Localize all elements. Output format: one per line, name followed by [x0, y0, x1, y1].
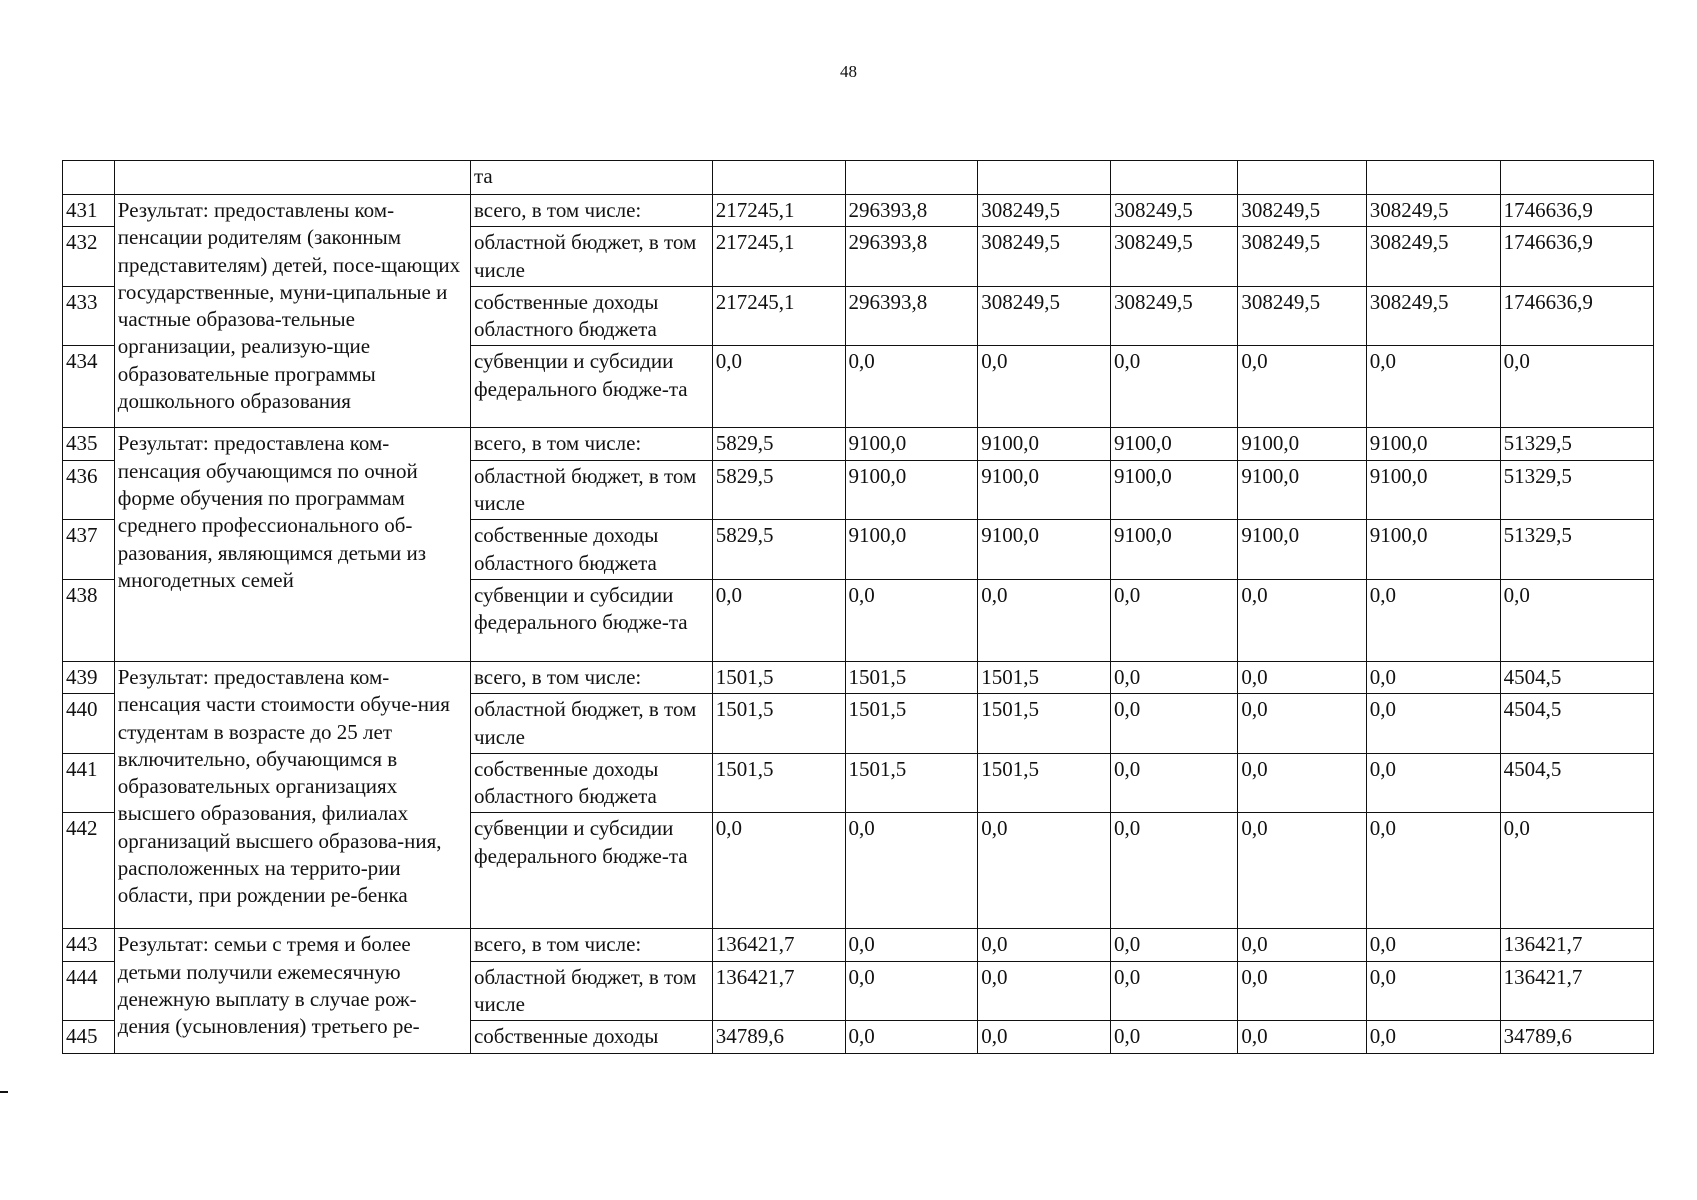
year-value-cell: 1501,5 [712, 694, 845, 754]
total-value-cell: 34789,6 [1500, 1021, 1653, 1053]
table-cell [1238, 161, 1366, 195]
year-value-cell: 308249,5 [1238, 195, 1366, 227]
funding-source-cell: собственные доходы областного бюджета [470, 520, 712, 580]
year-value-cell: 0,0 [978, 1021, 1111, 1053]
year-value-cell: 308249,5 [1111, 195, 1238, 227]
year-value-cell: 0,0 [1238, 961, 1366, 1021]
funding-source-cell: собственные доходы областного бюджета [470, 286, 712, 346]
row-number-cell: 445 [63, 1021, 115, 1053]
table-cell [845, 161, 978, 195]
year-value-cell: 9100,0 [1111, 520, 1238, 580]
row-number-cell: 444 [63, 961, 115, 1021]
year-value-cell: 308249,5 [1366, 286, 1500, 346]
year-value-cell: 0,0 [978, 579, 1111, 661]
table-cell [1500, 161, 1653, 195]
year-value-cell: 0,0 [978, 929, 1111, 961]
total-value-cell: 4504,5 [1500, 753, 1653, 813]
year-value-cell: 0,0 [978, 346, 1111, 428]
row-number-cell: 439 [63, 661, 115, 693]
table-row [63, 661, 1654, 693]
year-value-cell: 0,0 [1111, 813, 1238, 929]
year-value-cell: 0,0 [845, 346, 978, 428]
row-number-cell: 442 [63, 813, 115, 929]
table-cell [712, 161, 845, 195]
row-number-cell: 436 [63, 460, 115, 520]
continued-row [63, 161, 1654, 195]
total-value-cell: 1746636,9 [1500, 195, 1653, 227]
year-value-cell: 0,0 [1366, 929, 1500, 961]
row-number-cell: 434 [63, 346, 115, 428]
year-value-cell: 0,0 [845, 813, 978, 929]
year-value-cell: 0,0 [1366, 661, 1500, 693]
row-number-cell: 440 [63, 694, 115, 754]
row-number-cell: 432 [63, 227, 115, 287]
year-value-cell: 308249,5 [1238, 286, 1366, 346]
year-value-cell: 1501,5 [978, 694, 1111, 754]
year-value-cell: 1501,5 [978, 661, 1111, 693]
year-value-cell: 0,0 [1366, 346, 1500, 428]
year-value-cell: 9100,0 [1238, 520, 1366, 580]
total-value-cell: 0,0 [1500, 813, 1653, 929]
year-value-cell: 308249,5 [1111, 286, 1238, 346]
year-value-cell: 0,0 [845, 929, 978, 961]
year-value-cell: 9100,0 [978, 520, 1111, 580]
year-value-cell: 0,0 [1111, 346, 1238, 428]
page-number: 48 [840, 62, 857, 81]
year-value-cell: 9100,0 [1366, 428, 1500, 460]
margin-mark [0, 1091, 8, 1093]
year-value-cell: 9100,0 [1238, 428, 1366, 460]
total-value-cell: 4504,5 [1500, 694, 1653, 754]
total-value-cell: 51329,5 [1500, 520, 1653, 580]
year-value-cell: 308249,5 [1366, 195, 1500, 227]
year-value-cell: 0,0 [1238, 346, 1366, 428]
year-value-cell: 1501,5 [845, 694, 978, 754]
year-value-cell: 9100,0 [845, 520, 978, 580]
total-value-cell: 0,0 [1500, 579, 1653, 661]
funding-source-cell: всего, в том числе: [470, 428, 712, 460]
funding-source-cell: собственные доходы [470, 1021, 712, 1053]
year-value-cell: 308249,5 [1366, 227, 1500, 287]
year-value-cell: 136421,7 [712, 929, 845, 961]
year-value-cell: 308249,5 [1238, 227, 1366, 287]
year-value-cell: 0,0 [1366, 753, 1500, 813]
total-value-cell: 0,0 [1500, 346, 1653, 428]
year-value-cell: 1501,5 [712, 753, 845, 813]
year-value-cell: 0,0 [1238, 579, 1366, 661]
year-value-cell: 0,0 [1238, 661, 1366, 693]
table-row [63, 195, 1654, 227]
row-number-cell: 437 [63, 520, 115, 580]
row-number-cell: 441 [63, 753, 115, 813]
year-value-cell: 296393,8 [845, 286, 978, 346]
year-value-cell: 0,0 [845, 961, 978, 1021]
year-value-cell: 296393,8 [845, 227, 978, 287]
total-value-cell: 136421,7 [1500, 929, 1653, 961]
total-value-cell: 1746636,9 [1500, 286, 1653, 346]
row-number-cell: 431 [63, 195, 115, 227]
year-value-cell: 308249,5 [978, 286, 1111, 346]
year-value-cell: 0,0 [978, 813, 1111, 929]
funding-source-cell: собственные доходы областного бюджета [470, 753, 712, 813]
total-value-cell: 136421,7 [1500, 961, 1653, 1021]
year-value-cell: 0,0 [1111, 661, 1238, 693]
year-value-cell: 308249,5 [978, 227, 1111, 287]
year-value-cell: 0,0 [712, 579, 845, 661]
year-value-cell: 0,0 [1238, 1021, 1366, 1053]
year-value-cell: 9100,0 [978, 428, 1111, 460]
year-value-cell: 308249,5 [1111, 227, 1238, 287]
row-number-cell: 438 [63, 579, 115, 661]
year-value-cell: 0,0 [1111, 961, 1238, 1021]
year-value-cell: 217245,1 [712, 227, 845, 287]
table-cell [114, 161, 470, 195]
year-value-cell: 0,0 [1111, 929, 1238, 961]
total-value-cell: 51329,5 [1500, 460, 1653, 520]
year-value-cell: 0,0 [1366, 694, 1500, 754]
table-cell [978, 161, 1111, 195]
year-value-cell: 0,0 [978, 961, 1111, 1021]
total-value-cell: 4504,5 [1500, 661, 1653, 693]
year-value-cell: 217245,1 [712, 286, 845, 346]
year-value-cell: 0,0 [1238, 929, 1366, 961]
year-value-cell: 0,0 [1111, 753, 1238, 813]
funding-source-cell: областной бюджет, в том числе [470, 460, 712, 520]
funding-source-cell: областной бюджет, в том числе [470, 961, 712, 1021]
year-value-cell: 9100,0 [845, 428, 978, 460]
table-cell [1366, 161, 1500, 195]
year-value-cell: 0,0 [1366, 579, 1500, 661]
funding-source-cell: субвенции и субсидии федерального бюдже-та [470, 813, 712, 929]
year-value-cell: 0,0 [1366, 1021, 1500, 1053]
result-description-cell: Результат: предоставлены ком-пенсации родителям (законным представителям) детей, посе-щающих государственные, муни-ципальные и частные образова-тельные организации, реализую-щие образовательные программы дошкольного образования [114, 195, 470, 428]
year-value-cell: 9100,0 [1366, 460, 1500, 520]
year-value-cell: 0,0 [1366, 961, 1500, 1021]
total-value-cell: 1746636,9 [1500, 227, 1653, 287]
funding-source-cell: областной бюджет, в том числе [470, 227, 712, 287]
result-description-cell: Результат: семьи с тремя и более детьми получили ежемесячную денежную выплату в случае рож-дения (усыновления) третьего ре- [114, 929, 470, 1053]
year-value-cell: 5829,5 [712, 460, 845, 520]
year-value-cell: 9100,0 [1111, 428, 1238, 460]
budget-table [62, 160, 1654, 1054]
year-value-cell: 296393,8 [845, 195, 978, 227]
year-value-cell: 9100,0 [978, 460, 1111, 520]
table-row [63, 428, 1654, 460]
year-value-cell: 0,0 [1238, 694, 1366, 754]
funding-source-cell: субвенции и субсидии федерального бюдже-та [470, 346, 712, 428]
table-cell [63, 161, 115, 195]
year-value-cell: 1501,5 [845, 661, 978, 693]
year-value-cell: 217245,1 [712, 195, 845, 227]
year-value-cell: 1501,5 [712, 661, 845, 693]
year-value-cell: 5829,5 [712, 428, 845, 460]
table-row [63, 929, 1654, 961]
year-value-cell: 0,0 [712, 346, 845, 428]
funding-source-cell: всего, в том числе: [470, 195, 712, 227]
row-number-cell: 435 [63, 428, 115, 460]
table-cell [1111, 161, 1238, 195]
year-value-cell: 9100,0 [1366, 520, 1500, 580]
year-value-cell: 308249,5 [978, 195, 1111, 227]
year-value-cell: 1501,5 [845, 753, 978, 813]
year-value-cell: 136421,7 [712, 961, 845, 1021]
year-value-cell: 1501,5 [978, 753, 1111, 813]
continued-source-cell: та [470, 161, 712, 195]
total-value-cell: 51329,5 [1500, 428, 1653, 460]
year-value-cell: 9100,0 [1111, 460, 1238, 520]
year-value-cell: 0,0 [1238, 753, 1366, 813]
result-description-cell: Результат: предоставлена ком-пенсация обучающимся по очной форме обучения по программам среднего профессионального об-разования, являющимся детьми из многодетных семей [114, 428, 470, 661]
year-value-cell: 0,0 [845, 1021, 978, 1053]
year-value-cell: 5829,5 [712, 520, 845, 580]
year-value-cell: 0,0 [712, 813, 845, 929]
year-value-cell: 0,0 [1111, 694, 1238, 754]
funding-source-cell: субвенции и субсидии федерального бюдже-та [470, 579, 712, 661]
year-value-cell: 0,0 [1238, 813, 1366, 929]
funding-source-cell: областной бюджет, в том числе [470, 694, 712, 754]
year-value-cell: 0,0 [1111, 579, 1238, 661]
result-description-cell: Результат: предоставлена ком-пенсация части стоимости обуче-ния студентам в возрасте до 25 лет включительно, обучающимся в образовательных организациях высшего образования, филиалах организаций высшего образова-ния, расположенных на террито-рии области, при рождении ре-бенка [114, 661, 470, 928]
year-value-cell: 0,0 [1111, 1021, 1238, 1053]
year-value-cell: 34789,6 [712, 1021, 845, 1053]
year-value-cell: 9100,0 [845, 460, 978, 520]
funding-source-cell: всего, в том числе: [470, 929, 712, 961]
year-value-cell: 0,0 [845, 579, 978, 661]
year-value-cell: 0,0 [1366, 813, 1500, 929]
row-number-cell: 433 [63, 286, 115, 346]
funding-source-cell: всего, в том числе: [470, 661, 712, 693]
row-number-cell: 443 [63, 929, 115, 961]
year-value-cell: 9100,0 [1238, 460, 1366, 520]
